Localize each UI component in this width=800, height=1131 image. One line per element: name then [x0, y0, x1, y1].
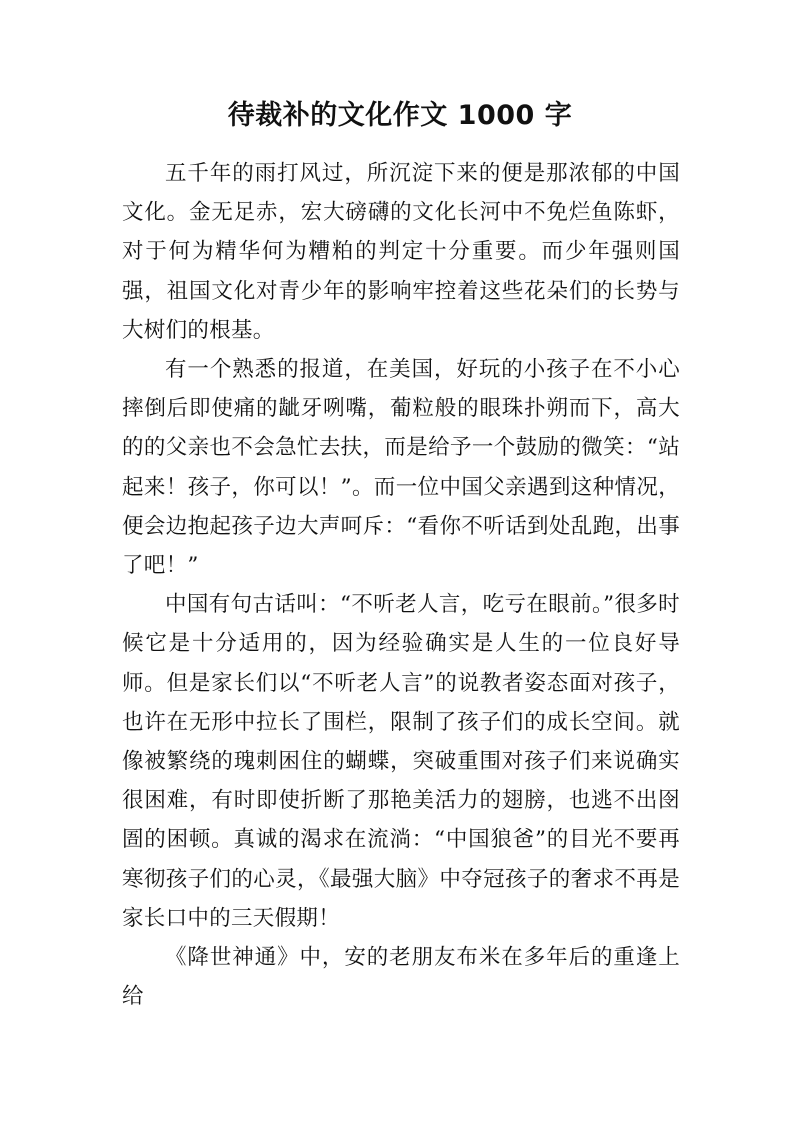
paragraph-4: 《降世神通》中，安的老朋友布米在多年后的重逢上给	[122, 945, 680, 1010]
document-body	[122, 154, 680, 1016]
paragraph-1: 五千年的雨打风过，所沉淀下来的便是那浓郁的中国文化。金无足赤，宏大磅礴的文化长河中不免烂鱼陈虾，对于何为精华何为糟粕的判定十分重要。而少年强则国强，祖国文化对青少年的影响牢控着这些花朵们的长势与大树们的根基。	[122, 161, 680, 343]
paragraph-2: 有一个熟悉的报道，在美国，好玩的小孩子在不小心摔倒后即使痛的龇牙咧嘴，葡粒般的眼珠扑朔而下，高大的的父亲也不会急忙去扶，而是给予一个鼓励的微笑：“站起来！孩子，你可以！”。而一位中国父亲遇到这种情况，便会边抱起孩子边大声呵斥：“看你不听话到处乱跑，出事了吧！”	[122, 357, 680, 579]
document-title: 待裁补的文化作文 1000 字	[227, 100, 573, 131]
paragraph-3: 中国有句古话叫：“不听老人言，吃亏在眼前。”很多时候它是十分适用的，因为经验确实是人生的一位良好导师。但是家长们以“不听老人言”的说教者姿态面对孩子，也许在无形中拉长了围栏，限制了孩子们的成长空间。就像被繁绕的瑰刺困住的蝴蝶，突破重围对孩子们来说确实很困难，有时即使折断了那艳美活力的翅膀，也逃不出囹圄的困顿。真诚的渴求在流淌：“中国狼爸”的目光不要再寒彻孩子们的心灵，《最强大脑》中夺冠孩子的奢求不再是家长口中的三天假期！	[122, 592, 680, 931]
